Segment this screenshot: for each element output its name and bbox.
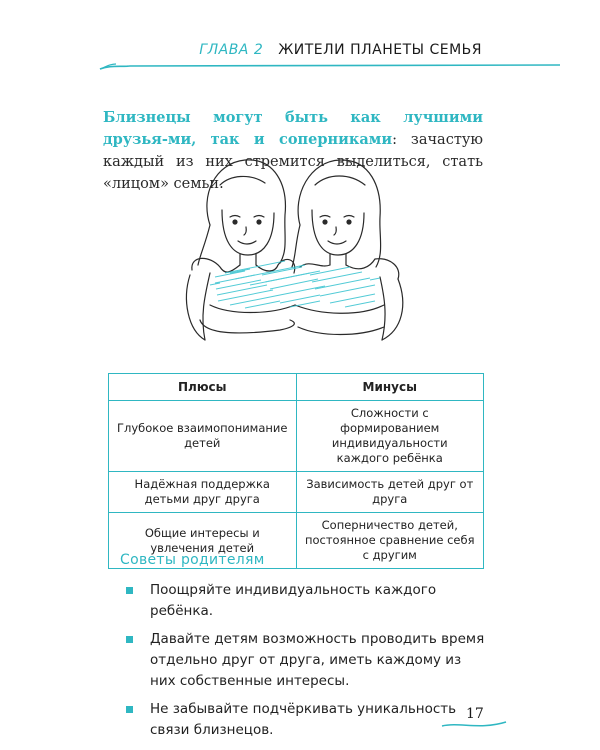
tips-list	[120, 580, 488, 748]
pros-cell: Надёжная поддержка детьми друг друга	[109, 472, 297, 513]
pros-header: Плюсы	[109, 374, 297, 401]
cons-cell: Сложности с формированием индивидуальности каждого ребёнка	[296, 401, 484, 472]
list-item	[120, 629, 488, 692]
pros-cell: Общие интересы и увлечения детей	[109, 513, 297, 569]
table-row	[109, 472, 484, 513]
tip-text: Поощряйте индивидуальность каждого ребёнка.	[150, 582, 437, 619]
table-header-row	[109, 374, 484, 401]
intro-highlight: Близнецы могут быть как лучшими друзья-ми, так и соперниками	[103, 108, 483, 148]
pros-cons-table	[108, 373, 484, 569]
running-head	[199, 42, 482, 58]
tip-text: Давайте детям возможность проводить время отдельно друг от друга, иметь каждому из них собственные интересы.	[150, 631, 485, 689]
list-item	[120, 580, 488, 622]
square-bullet-icon	[126, 636, 133, 643]
page-header	[0, 38, 600, 78]
list-item	[120, 699, 488, 741]
tip-text: Не забывайте подчёркивать уникальность связи близнецов.	[150, 701, 457, 738]
table-row	[109, 401, 484, 472]
square-bullet-icon	[126, 706, 133, 713]
pros-cell: Глубокое взаимопонимание детей	[109, 401, 297, 472]
twin-girls-illustration	[170, 155, 415, 365]
chapter-label: ГЛАВА 2	[199, 42, 264, 58]
tips-title: Советы родителям	[120, 552, 265, 568]
page-number: 17	[466, 706, 484, 722]
intro-rest: : зачастую каждый из них стремится выделиться, стать «лицом» семьи.	[103, 131, 483, 192]
chapter-title: ЖИТЕЛИ ПЛАНЕТЫ СЕМЬЯ	[278, 42, 482, 58]
cons-cell: Соперничество детей, постоянное сравнение себя с другим	[296, 513, 484, 569]
cons-header: Минусы	[296, 374, 484, 401]
square-bullet-icon	[126, 587, 133, 594]
cons-cell: Зависимость детей друг от друга	[296, 472, 484, 513]
